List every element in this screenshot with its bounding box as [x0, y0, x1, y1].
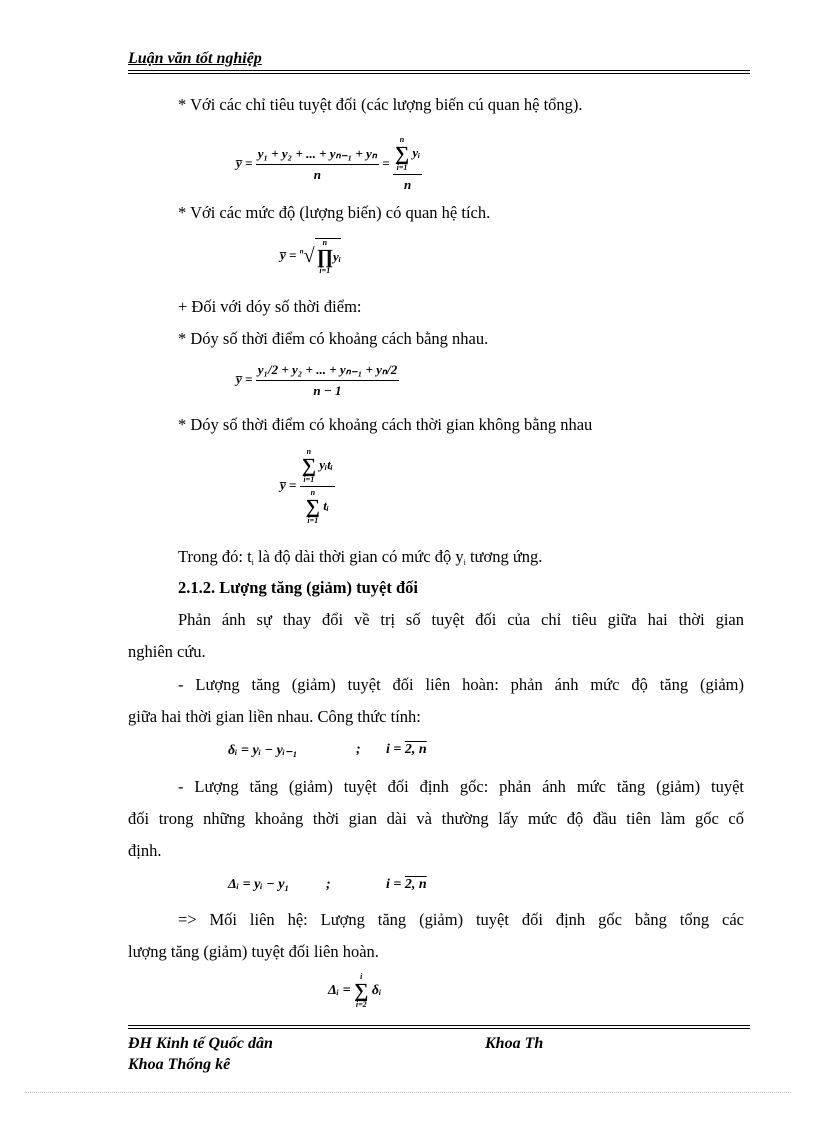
formula-geometric-mean: y̅ = $^n$√ n ∏ i=1 yᵢ: [280, 238, 342, 275]
text-line-time-point-series: + Đối với dóy số thời điểm:: [178, 297, 362, 316]
paragraph-line: - Lượng tăng (giảm) tuyệt đối liên hoàn: phản ánh mức độ tăng (giảm): [178, 675, 744, 694]
formula-numerator: y₁ + y₂ + ... + yₙ₋₁ + yₙ: [256, 146, 379, 165]
formula-equals: =: [382, 155, 390, 171]
radical-sign: √: [303, 245, 315, 267]
formula-chain-difference: δᵢ = yᵢ − yᵢ₋₁: [228, 743, 298, 758]
text-line-equal-intervals: * Dóy số thời điểm có khoảng cách bằng nhau.: [178, 329, 489, 348]
footer-university: ĐH Kinh tế Quốc dân: [128, 1035, 273, 1052]
page-bottom-dotted-border: [25, 1092, 791, 1093]
header-rule-bottom: [128, 73, 750, 74]
formula-sum-numerator: n ∑ i=1 yᵢ: [393, 136, 423, 175]
paragraph-line: giữa hai thời gian liền nhau. Công thức tính:: [128, 707, 421, 726]
formula-lhs: y̅ =: [236, 155, 253, 171]
paragraph-line: định.: [128, 841, 162, 860]
formula-separator: ;: [326, 877, 331, 892]
paragraph-line: => Mối liên hệ: Lượng tăng (giảm) tuyệt đối định gốc bằng tổng các: [178, 910, 744, 929]
root-index: n: [299, 247, 304, 256]
sigma-symbol: n ∑ i=1: [305, 488, 320, 525]
formula-sum-of-chain-differences: Δᵢ = i ∑ i=2 δᵢ: [328, 972, 382, 1009]
formula-chronological-mean: y̅ = $\frac{\text{y₁/2 + y₂ + ... + yₙ₋₁ + yₙ/2}}{n - 1}$: [236, 362, 398, 398]
paragraph-line: lượng tăng (giảm) tuyệt đối liên hoàn.: [128, 942, 379, 961]
document-header-title: Luận văn tốt nghiệp: [128, 50, 262, 67]
formula-denominator: n: [404, 177, 412, 192]
paragraph-line: nghiên cứu.: [128, 642, 206, 661]
sigma-symbol: n ∑ i=1: [394, 135, 410, 172]
paragraph-line: Phản ánh sự thay đổi về trị số tuyệt đối của chỉ tiêu giữa hai thời gian: [178, 610, 744, 629]
formula-base-difference: Δᵢ = yᵢ − y₁: [228, 877, 290, 892]
product-symbol: n ∏ i=1: [316, 238, 334, 275]
header-rule-top: [128, 70, 750, 71]
text-line-where: Trong đó: $t_i$ là độ dài thời gian có mức độ $y_i$ tương ứng.: [178, 547, 543, 567]
paragraph-line: đối trong những khoảng thời gian dài và thường lấy mức độ đầu tiên làm gốc cố: [128, 809, 744, 828]
footer-faculty: Khoa Thống kê: [128, 1056, 231, 1073]
text-line-unequal-intervals: * Dóy số thời điểm có khoảng cách thời gian không bằng nhau: [178, 415, 593, 434]
footer-faculty-right: Khoa Th: [485, 1035, 544, 1052]
paragraph-line: - Lượng tăng (giảm) tuyệt đối định gốc: phản ánh mức tăng (giảm) tuyệt: [178, 777, 744, 796]
radicand: n ∏ i=1 yᵢ: [316, 238, 342, 275]
formula-sum-fraction: [393, 136, 423, 193]
formula-denominator: n: [313, 167, 321, 182]
sigma-symbol: n ∑ i=1: [301, 447, 316, 484]
formula-simple-mean: [236, 136, 422, 193]
formula-fraction: [256, 146, 379, 183]
formula-index-range: i = 2, n: [386, 877, 427, 892]
footer-rule-top: [128, 1025, 750, 1026]
formula-separator: ;: [356, 742, 361, 757]
text-line-product-levels: * Với các mức độ (lượng biến) có quan hệ tích.: [178, 203, 491, 222]
footer-rule-bottom: [128, 1028, 750, 1029]
formula-weighted-time-mean: y̅ = n ∑ i=1 yᵢtᵢ n ∑ i=1 tᵢ: [280, 447, 333, 525]
sigma-symbol: i ∑ i=2: [354, 972, 369, 1009]
section-heading: 2.1.2. Lượng tăng (giảm) tuyệt đối: [178, 578, 418, 597]
formula-index-range: i = 2, n: [386, 742, 427, 757]
text-line-absolute-indicators: * Với các chỉ tiêu tuyệt đối (các lượng biến cú quan hệ tổng).: [178, 95, 583, 114]
